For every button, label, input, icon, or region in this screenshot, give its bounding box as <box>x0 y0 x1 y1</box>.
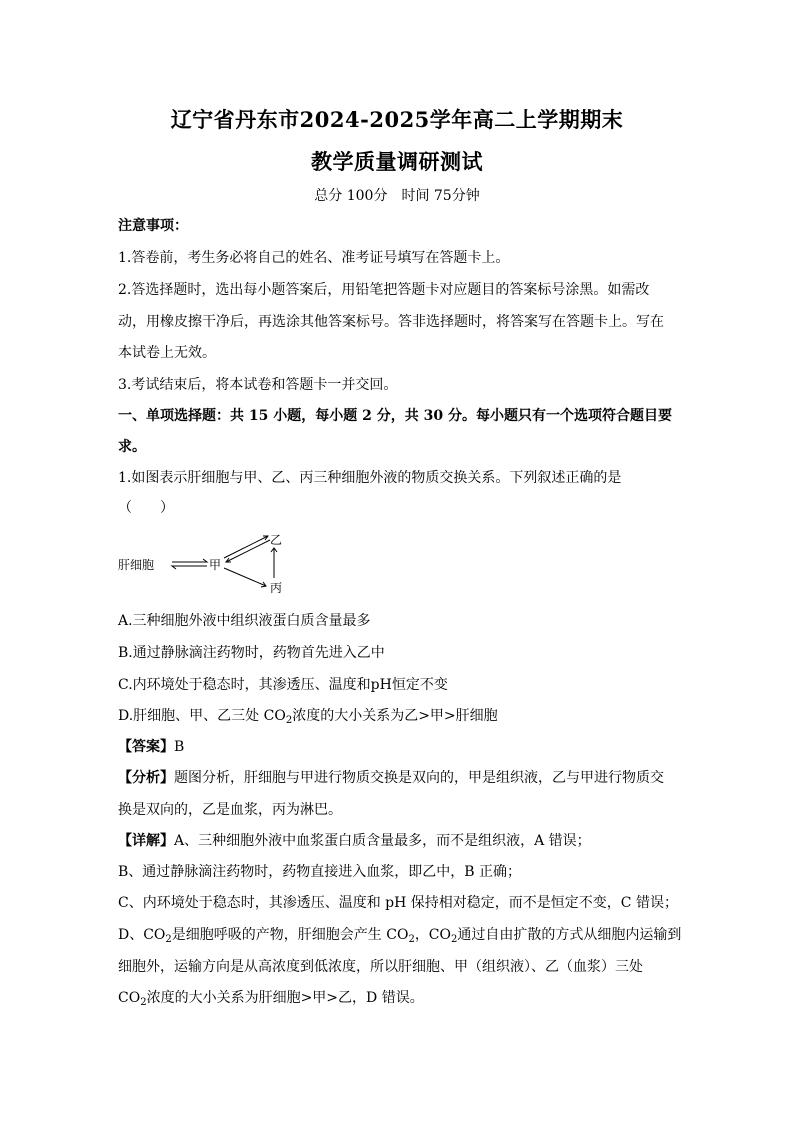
notes-item-1: 1.答卷前，考生务必将自己的姓名、准考证号填写在答题卡上。 <box>118 250 510 266</box>
option-a: A.三种细胞外液中组织液蛋白质含量最多 <box>118 613 371 629</box>
section-heading-line-2: 求。 <box>118 439 146 455</box>
analysis-line-2: 换是双向的，乙是血浆，丙为淋巴。 <box>118 802 342 818</box>
diagram-label-yi: 乙 <box>270 533 283 547</box>
arrowhead-jia-to-liver <box>172 566 176 569</box>
exchange-diagram <box>118 532 298 596</box>
diagram-label-bing: 丙 <box>270 581 283 595</box>
question-stem: 1.如图表示肝细胞与甲、乙、丙三种细胞外液的物质交换关系。下列叙述正确的是 <box>118 470 622 486</box>
arrowhead-liver-to-jia <box>203 559 207 562</box>
diagram-label-jia: 甲 <box>209 558 222 572</box>
notes-item-2-line-3: 本试卷上无效。 <box>118 345 216 361</box>
detail-line-a: 【详解】A、三种细胞外液中血浆蛋白质含量最多，而不是组织液，A 错误； <box>118 833 591 849</box>
title-line-1: 辽宁省丹东市2024-2025学年高二上学期期末 <box>170 107 624 132</box>
detail-line-b: B、通过静脉滴注药物时，药物直接进入血浆，即乙中，B 正确； <box>118 864 522 880</box>
detail-line-d3: $CO_2$浓度的大小关系为肝细胞>甲>乙，D 错误。 <box>118 990 424 1008</box>
notes-heading: 注意事项： <box>118 218 188 234</box>
option-c: C.内环境处于稳态时，其渗透压、温度和pH恒定不变 <box>118 677 448 693</box>
analysis-line-1: 【分析】题图分析，肝细胞与甲进行物质交换是双向的，甲是组织液，乙与甲进行物质交 <box>118 770 664 786</box>
arrow-yi-to-jia <box>226 540 270 562</box>
arrow-jia-to-yi <box>224 536 268 558</box>
analysis-label: 【分析】 <box>118 770 174 786</box>
answer-value: B <box>174 739 185 755</box>
diagram-label-liver: 肝细胞 <box>118 558 155 572</box>
title-line-2: 教学质量调研测试 <box>311 149 483 174</box>
detail-line-d1: D、$CO_2$是细胞呼吸的产物，肝细胞会产生 $CO_2$，$CO_2$通过自由扩散的方式从细胞内运输到 <box>118 927 682 945</box>
option-d: D.肝细胞、甲、乙三处 $CO_2$浓度的大小关系为乙>甲>肝细胞 <box>118 708 498 726</box>
detail-line-d2: 细胞外，运输方向是从高浓度到低浓度，所以肝细胞、甲（组织液）、乙（血浆）三处 <box>118 959 643 975</box>
question-answer-parentheses: （ ） <box>118 500 174 516</box>
notes-item-2-line-1: 2.答选择题时，选出每小题答案后，用铅笔把答题卡对应题目的答案标号涂黑。如需改 <box>118 282 650 298</box>
arrow-jia-to-bing <box>224 568 266 586</box>
option-b: B.通过静脉滴注药物时，药物首先进入乙中 <box>118 645 385 661</box>
detail-line-c: C、内环境处于稳态时，其渗透压、温度和 pH 保持相对稳定，而不是恒定不变，C 错误； <box>118 895 678 911</box>
section-heading-line-1: 一、单项选择题：共 15 小题，每小题 2 分，共 30 分。每小题只有一个选项符合题目要 <box>118 408 672 424</box>
notes-item-3: 3.考试结束后，将本试卷和答题卡一并交回。 <box>118 377 398 393</box>
answer-line <box>118 737 683 757</box>
answer-label: 【答案】 <box>118 739 174 755</box>
detail-label: 【详解】 <box>118 833 174 849</box>
exam-meta: 总分 100分 时间 75分钟 <box>314 188 480 204</box>
notes-item-2-line-2: 动，用橡皮擦干净后，再选涂其他答案标号。答非选择题时，将答案写在答题卡上。写在 <box>118 314 664 330</box>
